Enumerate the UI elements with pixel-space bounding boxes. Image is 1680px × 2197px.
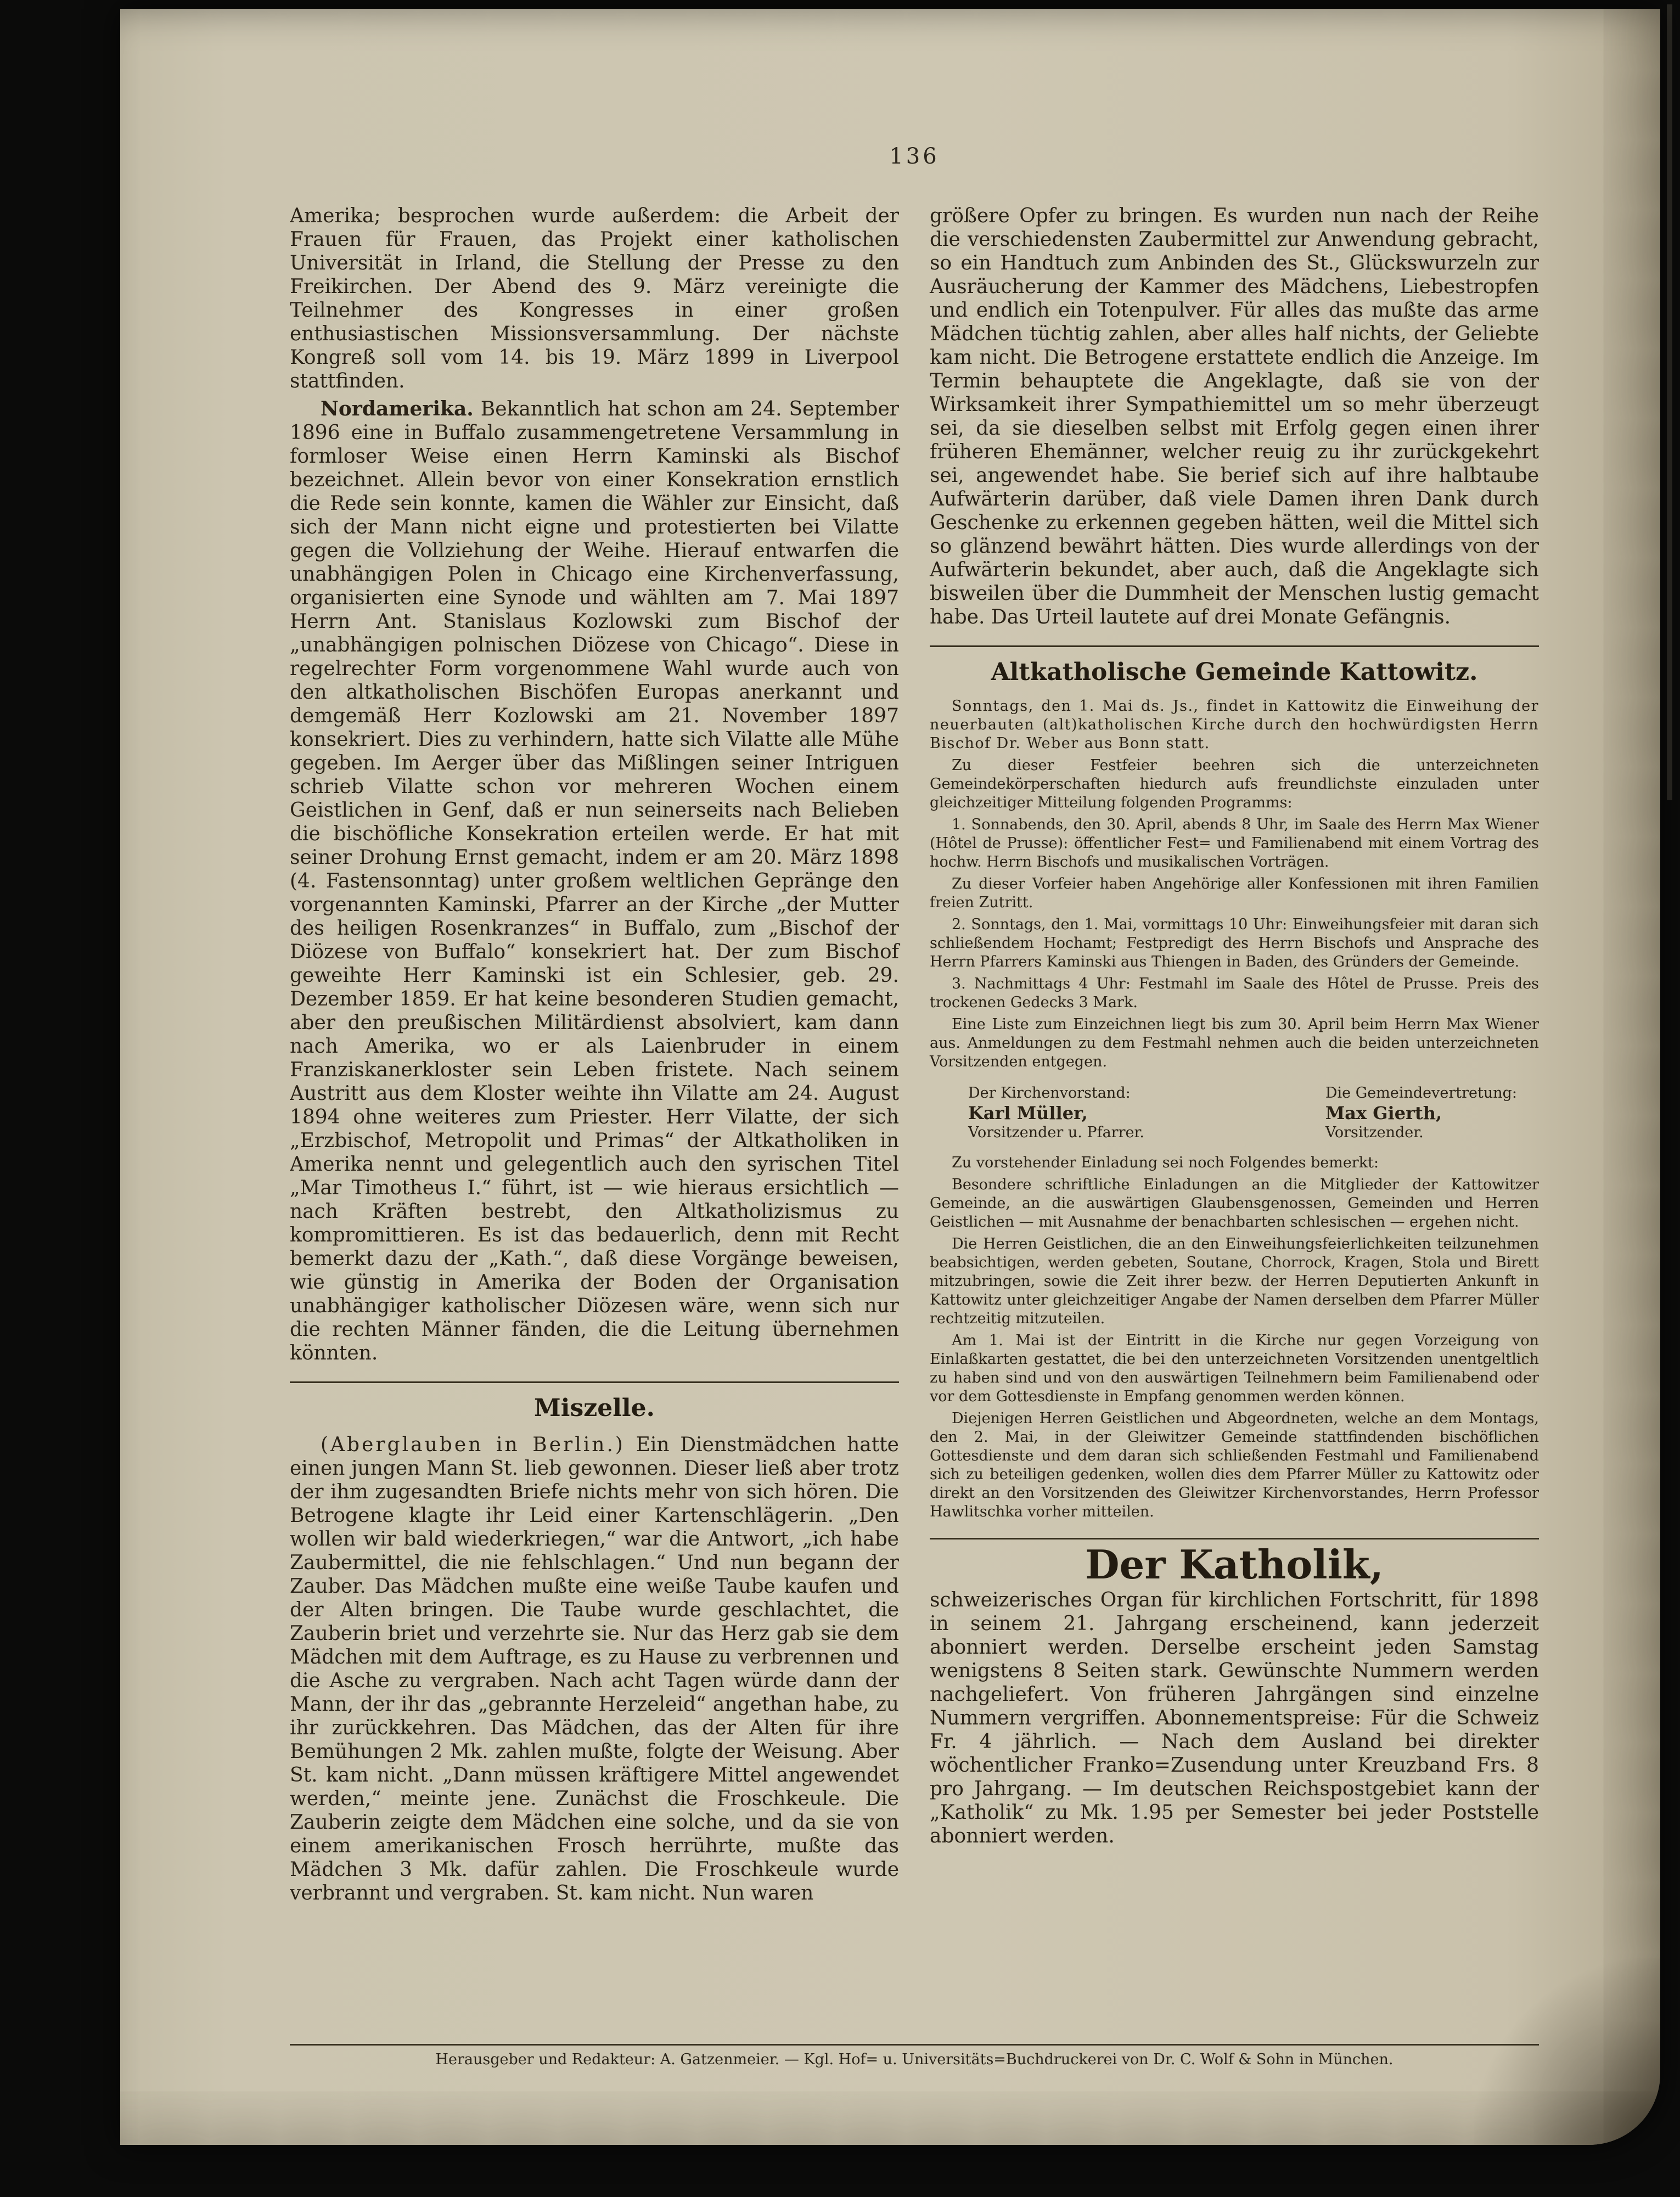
signature-kirchenvorstand xyxy=(968,1083,1144,1143)
kattowitz-paragraph-liste: Eine Liste zum Einzeichnen liegt bis zum 30. April beim Herrn Max Wiener aus. Anmeldungen zu dem Festmahl nehmen auch die beiden unterzeichneten Vorsitzenden entgegen. xyxy=(930,1016,1539,1070)
signature-left-name: Karl Müller, xyxy=(968,1103,1088,1123)
katholik-divider xyxy=(930,1538,1539,1539)
miszelle-heading: Miszelle. xyxy=(534,1394,655,1422)
signature-right-role: Vorsitzender. xyxy=(1325,1124,1424,1141)
paragraph-amerika-continuation: Amerika; besprochen wurde außerdem: die Arbeit der Frauen für Frauen, das Projekt einer katholischen Universität in Irland, die Stellung der Presse zu den Freikirchen. Der Abend des 9. März vereinigte die Teilnehmer des Kongresses in einer großen enthusiastischen Missionsversammlung. Der nächste Kongreß soll vom 14. bis 19. März 1899 in Liverpool stattfinden. xyxy=(290,205,899,392)
signature-gemeindevertretung xyxy=(1325,1083,1517,1143)
paragraph-katholik: schweizerisches Organ für kirchlichen Fortschritt, für 1898 in seinem 21. Jahrgang erscheinend, kann jederzeit abonniert werden. Derselbe erscheint jeden Samstag wenigstens 8 Seiten stark. Gewünschte Nummern werden nachgeliefert. Von früheren Jahrgängen sind einzelne Nummern vergriffen. Abonnementspreise: Für die Schweiz Fr. 4 jährlich. — Nach dem Ausland bei direkter wöchentlicher Franko=Zusendung unter Kreuzband Frs. 8 pro Jahrgang. — Im deutschen Reichspostgebiet kann der „Katholik“ zu Mk. 1.95 per Semester bei jeder Poststelle abonniert werden. xyxy=(930,1589,1539,1847)
kattowitz-note-einladungen: Besondere schriftliche Einladungen an die Mitglieder der Kattowitzer Gemeinde, an die auswärtigen Glaubensgenossen, Gemeinden und Herren Geistlichen — mit Ausnahme der benachbarten schlesischen — ergehen nicht. xyxy=(930,1176,1539,1230)
kattowitz-divider xyxy=(930,645,1539,647)
signature-left-title: Der Kirchenvorstand: xyxy=(968,1085,1131,1102)
footer-divider xyxy=(290,2044,1539,2046)
paragraph-nordamerika-text: Bekanntlich hat schon am 24. September 1896 eine in Buffalo zusammengetretene Versammlung in formloser Weise einen Herrn Kaminski als Bischof bezeichnet. Allein bevor von einer Konsekration ernstlich die Rede sein konnte, kamen die Wähler zur Einsicht, daß sich der Mann nicht eigne und protestierten bei Vilatte gegen die Vollziehung der Weihe. Hierauf entwarfen die unabhängigen Polen in Chicago eine Kirchenverfassung, organisierten eine Synode und wählten am 7. Mai 1897 Herrn Ant. Stanislaus Kozlowski zum Bischof der „unabhängigen polnischen Diözese von Chicago“. Diese in regelrechter Form vorgenommene Wahl wurde auch von den altkatholischen Bischöfen Europas anerkannt und demgemäß Herr Kozlowski am 21. November 1897 konsekriert. Dies zu verhindern, hatte sich Vilatte alle Mühe gegeben. Im Aerger über das Mißlingen seiner Intriguen schrieb Vilatte schon vor mehreren Wochen einem Geistlichen in Genf, daß er nun seinerseits nach Belieben die bischöfliche Konsekration erteilen werde. Er hat mit seiner Drohung Ernst gemacht, indem er am 20. März 1898 (4. Fastensonntag) unter großem weltlichen Gepränge den vorgenannten Kaminski, Pfarrer an der Kirche „der Mutter des heiligen Rosenkranzes“ in Buffalo, zum „Bischof der Diözese von Buffalo“ konsekriert hat. Der zum Bischof geweihte Herr Kaminski ist ein Schlesier, geb. 29. Dezember 1859. Er hat keine besonderen Studien gemacht, aber den preußischen Militärdienst absolviert, kam dann nach Amerika, wo er als Laienbruder in einem Franziskanerkloster sein Leben fristete. Nach seinem Austritt aus dem Kloster weihte ihn Vilatte am 24. August 1894 ohne weiteres zum Priester. Herr Vilatte, der sich „Erzbischof, Metropolit und Primas“ der Altkatholiken in Amerika nennt und gelegentlich auch den syrischen Titel „Mar Timotheus I.“ führt, ist — wie hieraus ersichtlich — nach Kräften bestrebt, den Altkatholizismus zu kompromittieren. Es ist das bedauerlich, denn mit Recht bemerkt dazu der „Kath.“, daß diese Vorgänge beweisen, wie günstig in Amerika der Boden der Organisation unabhängiger katholischer Diözesen wäre, wenn sich nur die rechten Männer fänden, die die Leitung übernehmen könnten. xyxy=(290,398,899,1364)
left-column xyxy=(290,204,899,2032)
right-column xyxy=(930,204,1539,2032)
paragraph-nordamerika xyxy=(290,397,899,1365)
miszelle-divider xyxy=(290,1381,899,1383)
scanned-page xyxy=(120,9,1660,2145)
signature-block xyxy=(930,1075,1539,1154)
paragraph-aberglauben-lead: (Aberglauben in Berlin.) xyxy=(321,1434,625,1456)
imprint-footer xyxy=(290,2044,1539,2068)
kattowitz-heading: Altkatholische Gemeinde Kattowitz. xyxy=(991,658,1478,686)
signature-left-role: Vorsitzender u. Pfarrer. xyxy=(968,1124,1144,1141)
kattowitz-note-intro: Zu vorstehender Einladung sei noch Folgendes bemerkt: xyxy=(952,1154,1379,1171)
kattowitz-paragraph-announcement: Sonntags, den 1. Mai ds. Js., findet in Kattowitz die Einweihung der neuerbauten (alt)katholischen Kirche durch den hochwürdigsten Herrn Bischof Dr. Weber aus Bonn statt. xyxy=(930,698,1539,752)
kattowitz-note-gleiwitz: Diejenigen Herren Geistlichen und Abgeordneten, welche an dem Montags, den 2. Mai, in der Gleiwitzer Gemeinde stattfindenden bischöflichen Gottesdienste und dem daran sich schließenden Festmahl und Familienabend sich zu beteiligen gedenken, wollen dies dem Pfarrer Müller zu Kattowitz oder direkt an den Vorsitzenden des Gleiwitzer Kirchenvorstandes, Herrn Professor Hawlitschka vorher mitteilen. xyxy=(930,1410,1539,1520)
kattowitz-note-geistliche: Die Herren Geistlichen, die an den Einweihungsfeierlichkeiten teilzunehmen beabsichtigen, werden gebeten, Soutane, Chorrock, Kragen, Stola und Birett mitzubringen, sowie die Zeit ihrer bezw. der Herren Deputierten Ankunft in Kattowitz unter gleichzeitiger Angabe der Namen derselben dem Pfarrer Müller rechtzeitig mitzuteilen. xyxy=(930,1235,1539,1327)
paragraph-aberglauben-text: Ein Dienstmädchen hatte einen jungen Mann St. lieb gewonnen. Dieser ließ aber trotz der ihm zugesandten Briefe nichts mehr von sich hören. Die Betrogene klagte ihr Leid einer Kartenschlägerin. „Den wollen wir bald wiederkriegen,“ war die Antwort, „ich habe Zaubermittel, die nie fehlschlagen.“ Und nun begann der Zauber. Das Mädchen mußte eine weiße Taube kaufen und der Alten bringen. Die Taube wurde geschlachtet, die Zauberin briet und verzehrte sie. Nur das Herz gab sie dem Mädchen mit dem Auftrage, es zu Hause zu verbrennen und die Asche zu vergraben. Nach acht Tagen würde dann der Mann, der ihr das „gebrannte Herzeleid“ angethan habe, zu ihr zurückkehren. Das Mädchen, das der Alten für ihre Bemühungen 2 Mk. zahlen mußte, folgte der Weisung. Aber St. kam nicht. „Dann müssen kräftigere Mittel angewendet werden,“ meinte jene. Zunächst die Froschkeule. Die Zauberin zeigte dem Mädchen eine solche, und da sie von einem amerikanischen Frosch herrührte, mußte das Mädchen 3 Mk. dafür zahlen. Die Froschkeule wurde verbrannt und vergraben. St. kam nicht. Nun waren xyxy=(290,1434,899,1904)
paragraph-nordamerika-lead: Nordamerika. xyxy=(321,397,474,420)
kattowitz-program-item-2: 2. Sonntags, den 1. Mai, vormittags 10 Uhr: Einweihungsfeier mit daran sich schließendem Hochamt; Festpredigt des Herrn Bischofs und Ansprache des Herrn Pfarrers Kaminski aus Thiengen in Baden, des Gründers der Gemeinde. xyxy=(930,916,1539,970)
imprint-text: Herausgeber und Redakteur: A. Gatzenmeier. — Kgl. Hof= u. Universitäts=Buchdruckerei von Dr. C. Wolf & Sohn in München. xyxy=(435,2051,1394,2068)
paragraph-aberglauben xyxy=(290,1433,899,1905)
book-edge xyxy=(1667,4,1672,800)
signature-right-title: Die Gemeindevertretung: xyxy=(1325,1085,1517,1102)
kattowitz-note-einlasskarten: Am 1. Mai ist der Eintritt in die Kirche nur gegen Vorzeigung von Einlaßkarten gestattet, die bei den unterzeichneten Vorsitzenden unentgeltlich zu haben sind und von den auswärtigen Teilnehmern beim Familienabend oder vor dem Gottesdienste in Empfang genommen werden können. xyxy=(930,1332,1539,1405)
kattowitz-paragraph-invitation: Zu dieser Festfeier beehren sich die unterzeichneten Gemeindekörperschaften hiedurch aufs freundlichste einzuladen unter gleichzeitiger Mitteilung folgenden Programms: xyxy=(930,757,1539,811)
kattowitz-paragraph-vorfeier: Zu dieser Vorfeier haben Angehörige aller Konfessionen mit ihren Familien freien Zutritt. xyxy=(930,875,1539,911)
text-columns xyxy=(290,204,1539,2032)
katholik-heading: Der Katholik, xyxy=(1085,1541,1384,1588)
kattowitz-program-item-3: 3. Nachmittags 4 Uhr: Festmahl im Saale des Hôtel de Prusse. Preis des trockenen Gedecks 3 Mark. xyxy=(930,975,1539,1011)
paragraph-groessere-continuation: größere Opfer zu bringen. Es wurden nun nach der Reihe die verschiedensten Zaubermittel zur Anwendung gebracht, so ein Handtuch zum Anbinden des St., Glückswurzeln zur Ausräucherung der Kammer des Mädchens, Liebestropfen und endlich ein Totenpulver. Für alles das mußte das arme Mädchen tüchtig zahlen, aber alles half nichts, der Geliebte kam nicht. Die Betrogene erstattete endlich die Anzeige. Im Termin behauptete die Angeklagte, daß sie von der Wirksamkeit ihrer Sympathiemittel um so mehr überzeugt sei, da sie dieselben selbst mit Erfolg gegen einen ihrer früheren Ehemänner, welcher reuig zu ihr zurückgekehrt sei, angewendet habe. Sie berief sich auf ihre halbtaube Aufwärterin darüber, daß viele Damen ihren Dank durch Geschenke zu erkennen gegeben hätten, weil die Mittel sich so glänzend bewährt hätten. Dies wurde allerdings von der Aufwärterin bekundet, aber auch, daß die Angeklagte sich bisweilen über die Dummheit der Menschen lustig gemacht habe. Das Urteil lautete auf drei Monate Gefängnis. xyxy=(930,205,1539,628)
signature-right-name: Max Gierth, xyxy=(1325,1103,1442,1123)
page-number: 136 xyxy=(889,144,940,169)
kattowitz-program-item-1: 1. Sonnabends, den 30. April, abends 8 Uhr, im Saale des Herrn Max Wiener (Hôtel de Prusse): öffentlicher Fest= und Familienabend mit einem Vortrag des hochw. Herrn Bischofs und musikalischen Vorträgen. xyxy=(930,816,1539,870)
